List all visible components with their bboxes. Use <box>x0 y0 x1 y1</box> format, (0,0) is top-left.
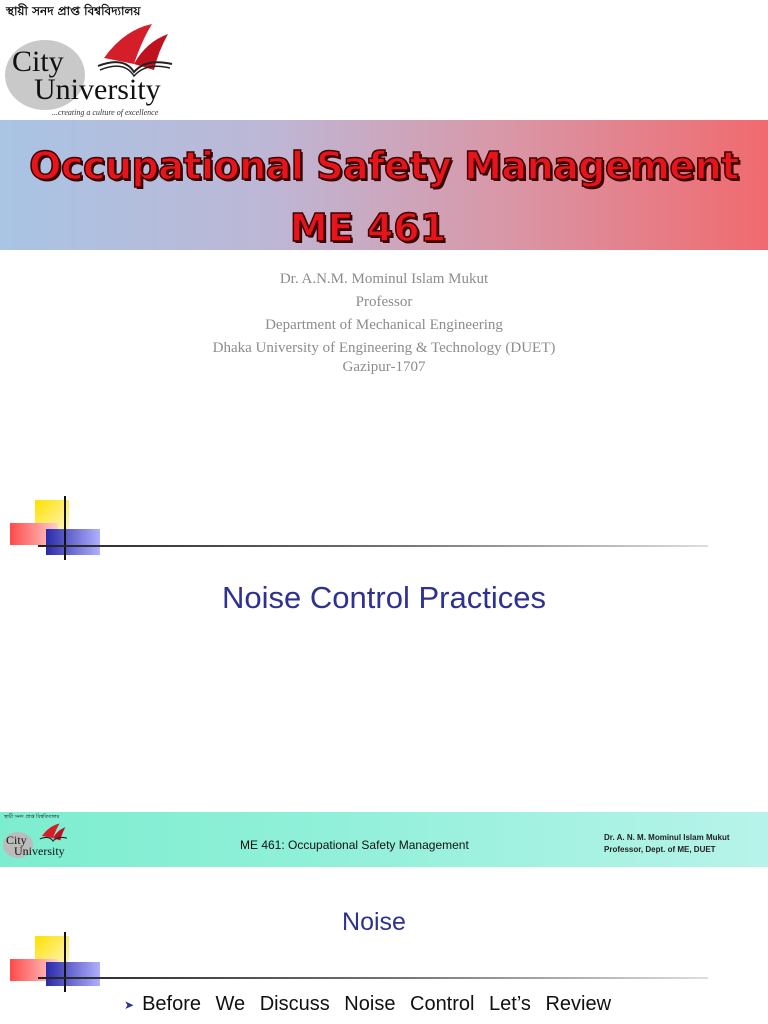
author-department: Department of Mechanical Engineering <box>265 317 503 333</box>
logo-tagline: ...creating a culture of excellence <box>52 108 159 117</box>
bullet-item <box>124 993 611 1016</box>
slide-noise <box>0 812 768 1024</box>
logo-university-text: University <box>34 73 161 106</box>
author-institution: Dhaka University of Engineering & Technology (DUET) <box>212 340 556 356</box>
vertical-rule <box>64 932 66 992</box>
vertical-rule <box>64 496 66 560</box>
header-bangla-text: স্থায়ী সনদ প্রাপ্ত বিশ্ববিদ্যালয় <box>4 814 60 820</box>
header-author-position: Professor, Dept. of ME, DUET <box>604 845 716 854</box>
slide-heading: Noise <box>342 908 406 936</box>
slide-header-band <box>0 812 768 867</box>
decorative-squares <box>10 496 120 566</box>
blue-square-icon <box>46 962 100 986</box>
author-position: Professor <box>355 294 413 310</box>
course-title: Occupational Safety Management <box>29 144 739 188</box>
header-book-emblem-icon <box>38 822 68 844</box>
bangla-header: স্থায়ী সনদ প্রাপ্ত বিশ্ববিদ্যালয় <box>6 4 141 18</box>
horizontal-rule <box>38 545 708 547</box>
header-course-title: ME 461: Occupational Safety Management <box>240 838 469 852</box>
city-university-logo <box>4 20 194 120</box>
book-emblem-icon <box>94 20 174 80</box>
title-banner <box>0 120 768 250</box>
bullet-text: Before We Discuss Noise Control Let’s Review <box>142 993 612 1015</box>
section-title: Noise Control Practices <box>222 580 546 615</box>
logo-city-text: City <box>12 45 64 78</box>
course-code: ME 461 <box>289 206 447 250</box>
header-author <box>604 832 730 856</box>
decorative-squares-2 <box>10 932 120 1002</box>
blue-square-icon <box>46 529 100 555</box>
author-block <box>0 268 768 375</box>
author-name: Dr. A.N.M. Mominul Islam Mukut <box>279 271 489 287</box>
header-logo-city: City <box>6 833 27 847</box>
header-logo-university: University <box>14 844 65 858</box>
horizontal-rule-2 <box>38 977 708 979</box>
author-location: Gazipur-1707 <box>342 359 426 375</box>
header-author-name: Dr. A. N. M. Mominul Islam Mukut <box>604 833 730 842</box>
arrow-bullet-icon: ➤ <box>124 997 135 1012</box>
